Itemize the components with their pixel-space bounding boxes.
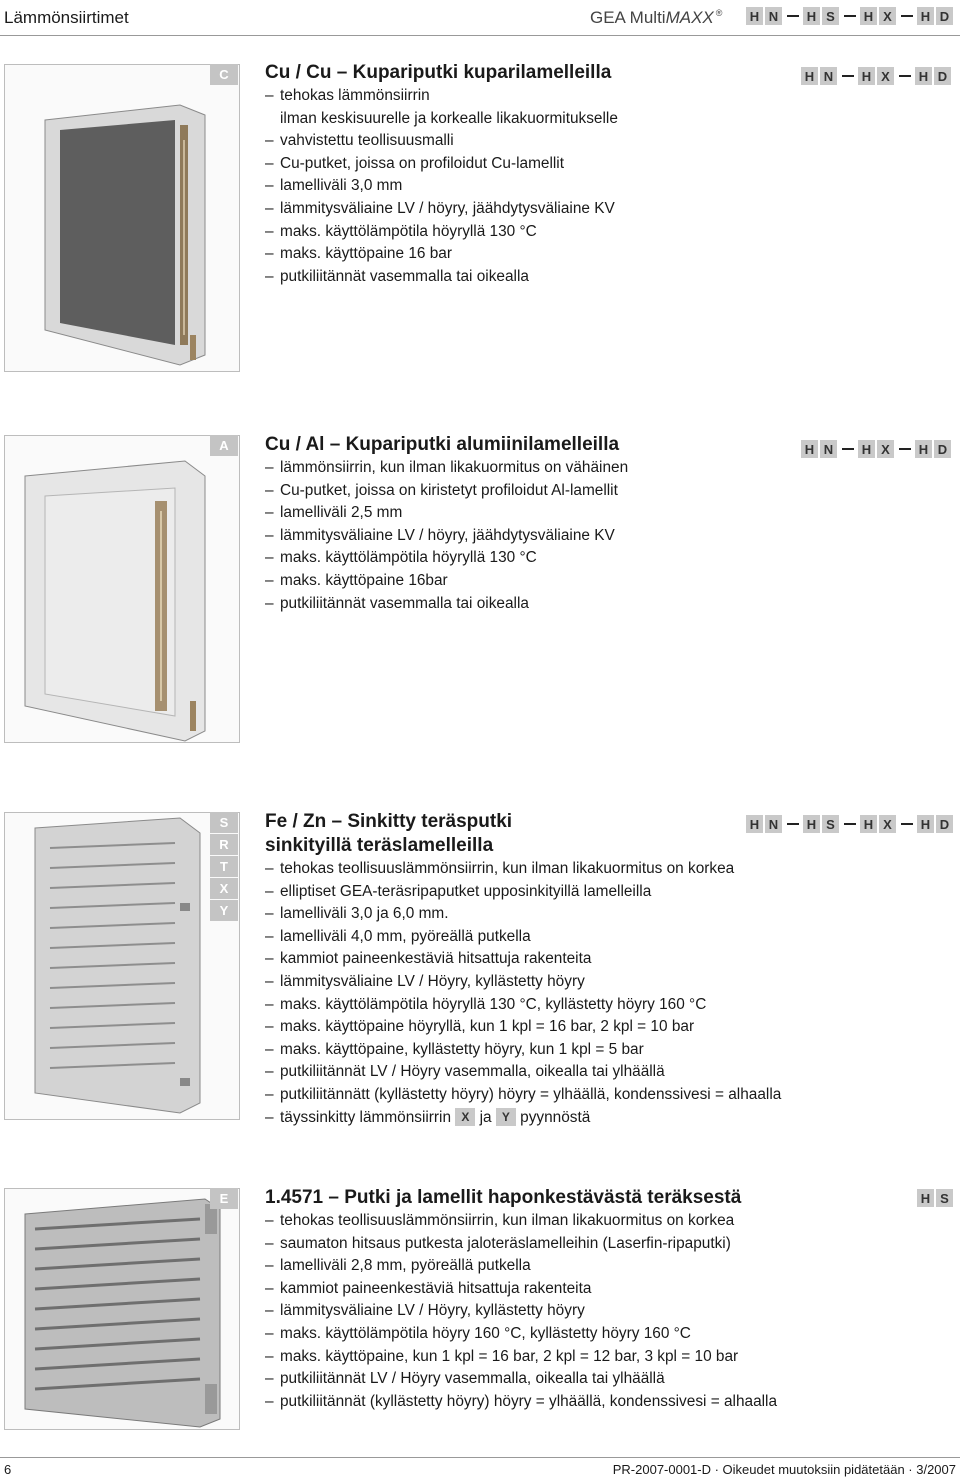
code-badge bbox=[803, 7, 841, 25]
type-letter-badge: E bbox=[210, 1188, 238, 1209]
code-letter: H bbox=[915, 67, 932, 85]
header-divider bbox=[0, 35, 960, 36]
code-badge bbox=[746, 7, 784, 25]
type-letter-badge: T bbox=[210, 856, 238, 877]
type-badge-y: Y bbox=[496, 1108, 516, 1126]
type-badge-x: X bbox=[455, 1108, 475, 1126]
type-letter-badge: X bbox=[210, 878, 238, 899]
code-letter: D bbox=[934, 440, 951, 458]
code-letter: S bbox=[822, 815, 839, 833]
code-letter: N bbox=[765, 815, 782, 833]
section-subtitle: sinkityillä teräslamelleilla bbox=[265, 835, 494, 856]
product-image-cu-al bbox=[4, 435, 240, 743]
spec-item: – lamelliväli 3,0 ja 6,0 mm. bbox=[265, 903, 955, 926]
type-letter-badge: R bbox=[210, 834, 238, 855]
spec-item: – lamelliväli 4,0 mm, pyöreällä putkella bbox=[265, 926, 955, 949]
code-letter: H bbox=[915, 440, 932, 458]
code-letter: D bbox=[936, 815, 953, 833]
spec-item: – lämmitysväliaine LV / höyry, jäähdytysväliaine KV bbox=[265, 198, 955, 221]
spec-list bbox=[265, 85, 955, 288]
code-letter: N bbox=[820, 67, 837, 85]
type-letter-badge: C bbox=[210, 64, 238, 85]
spec-item: – lamelliväli 2,5 mm bbox=[265, 502, 955, 525]
type-letters bbox=[210, 1188, 238, 1209]
type-letters bbox=[210, 64, 238, 85]
spec-item: – vahvistettu teollisuusmalli bbox=[265, 130, 955, 153]
code-letter: D bbox=[936, 7, 953, 25]
section-title: Cu / Cu – Kupariputki kuparilamelleilla bbox=[265, 62, 612, 83]
spec-item: – lämmönsiirrin, kun ilman likakuormitus on vähäinen bbox=[265, 457, 955, 480]
type-letter-badge: Y bbox=[210, 900, 238, 921]
spec-item: – maks. käyttöpaine 16bar bbox=[265, 570, 955, 593]
section-cu-al bbox=[265, 433, 955, 615]
code-letter: X bbox=[879, 815, 896, 833]
code-letter: S bbox=[822, 7, 839, 25]
product-image-fe-zn bbox=[4, 812, 240, 1120]
spec-item: – elliptiset GEA-teräsripaputket upposinkityillä lamelleilla bbox=[265, 881, 955, 904]
spec-item: – tehokas lämmönsiirrin bbox=[265, 85, 955, 108]
spec-item: – lamelliväli 3,0 mm bbox=[265, 175, 955, 198]
code-separator bbox=[787, 15, 799, 17]
spec-item: – maks. käyttölämpötila höyry 160 °C, kyllästetty höyry 160 °C bbox=[265, 1323, 955, 1346]
code-letter: X bbox=[877, 67, 894, 85]
spec-item: – putkiliitännät (kyllästetty höyry) höyry = ylhäällä, kondenssivesi = alhaalla bbox=[265, 1391, 955, 1414]
spec-item: – putkiliitännät LV / Höyry vasemmalla, oikealla tai ylhäällä bbox=[265, 1368, 955, 1391]
section-stainless bbox=[265, 1186, 955, 1413]
spec-item: – lämmitysväliaine LV / höyry, jäähdytysväliaine KV bbox=[265, 525, 955, 548]
page-number: 6 bbox=[4, 1462, 12, 1477]
spec-item: – maks. käyttöpaine 16 bar bbox=[265, 243, 955, 266]
code-badge bbox=[860, 7, 898, 25]
spec-item: ilman keskisuurelle ja korkealle likakuormitukselle bbox=[280, 109, 618, 127]
spec-item: – saumaton hitsaus putkesta jaloteräslamelleihin (Laserfin-ripaputki) bbox=[265, 1233, 955, 1256]
code-badge bbox=[917, 7, 955, 25]
section-fe-zn bbox=[265, 810, 955, 1129]
spec-item: – maks. käyttölämpötila höyryllä 130 °C, kyllästetty höyry 160 °C bbox=[265, 994, 955, 1017]
code-letter: H bbox=[858, 67, 875, 85]
document-reference: PR-2007-0001-D · Oikeudet muutoksiin pidätetään · 3/2007 bbox=[612, 1462, 956, 1477]
section-title: Fe / Zn – Sinkitty teräsputki bbox=[265, 811, 513, 832]
spec-item: – putkiliitännätt (kyllästetty höyry) höyry = ylhäällä, kondenssivesi = alhaalla bbox=[265, 1084, 955, 1107]
code-letter: D bbox=[934, 67, 951, 85]
spec-item: – putkiliitännät vasemmalla tai oikealla bbox=[265, 266, 955, 289]
spec-item: – maks. käyttöpaine höyryllä, kun 1 kpl = 16 bar, 2 kpl = 10 bar bbox=[265, 1016, 955, 1039]
code-separator bbox=[844, 15, 856, 17]
product-image-cu-cu bbox=[4, 64, 240, 372]
spec-item: – kammiot paineenkestäviä hitsattuja rakenteita bbox=[265, 948, 955, 971]
spec-list bbox=[265, 457, 955, 615]
spec-item: – tehokas teollisuuslämmönsiirrin, kun ilman likakuormitus on korkea bbox=[265, 1210, 955, 1233]
code-letter: H bbox=[860, 7, 877, 25]
code-letter: H bbox=[860, 815, 877, 833]
code-letter: H bbox=[801, 67, 818, 85]
code-letter: N bbox=[765, 7, 782, 25]
code-letter: H bbox=[917, 1189, 934, 1207]
spec-item: – maks. käyttöpaine, kyllästetty höyry, kun 1 kpl = 5 bar bbox=[265, 1039, 955, 1062]
spec-item: – täyssinkitty lämmönsiirrin X ja Y pyynnöstä bbox=[265, 1107, 955, 1130]
spec-item: – maks. käyttölämpötila höyryllä 130 °C bbox=[265, 221, 955, 244]
section-cu-cu bbox=[265, 61, 955, 288]
spec-item: – putkiliitännät LV / Höyry vasemmalla, oikealla tai ylhäällä bbox=[265, 1061, 955, 1084]
code-letter: H bbox=[917, 7, 934, 25]
code-letter: S bbox=[936, 1189, 953, 1207]
spec-item: – putkiliitännät vasemmalla tai oikealla bbox=[265, 593, 955, 616]
spec-item: – Cu-putket, joissa on profiloidut Cu-lamellit bbox=[265, 153, 955, 176]
product-image-stainless bbox=[4, 1188, 240, 1430]
type-letter-badge: A bbox=[210, 435, 238, 456]
spec-item: – lämmitysväliaine LV / Höyry, kyllästetty höyry bbox=[265, 1300, 955, 1323]
code-letter: X bbox=[877, 440, 894, 458]
spec-item: – lamelliväli 2,8 mm, pyöreällä putkella bbox=[265, 1255, 955, 1278]
code-letter: X bbox=[879, 7, 896, 25]
spec-item: – Cu-putket, joissa on kiristetyt profiloidut Al-lamellit bbox=[265, 480, 955, 503]
spec-list bbox=[265, 1210, 955, 1413]
code-letter: H bbox=[917, 815, 934, 833]
code-letter: H bbox=[858, 440, 875, 458]
spec-item: – tehokas teollisuuslämmönsiirrin, kun ilman likakuormitus on korkea bbox=[265, 858, 955, 881]
spec-list bbox=[265, 858, 955, 1129]
code-letter: H bbox=[803, 815, 820, 833]
code-letter: H bbox=[801, 440, 818, 458]
code-letter: H bbox=[803, 7, 820, 25]
page-header-title: Lämmönsiirtimet bbox=[4, 8, 129, 27]
code-separator bbox=[901, 15, 913, 17]
spec-item: – kammiot paineenkestäviä hitsattuja rakenteita bbox=[265, 1278, 955, 1301]
header-code-row bbox=[746, 7, 955, 25]
code-letter: H bbox=[746, 7, 763, 25]
code-letter: N bbox=[820, 440, 837, 458]
section-title: Cu / Al – Kupariputki alumiinilamelleilla bbox=[265, 434, 620, 455]
section-title: 1.4571 – Putki ja lamellit haponkestävästä teräksestä bbox=[265, 1187, 742, 1208]
footer-divider bbox=[0, 1457, 960, 1458]
spec-item: – maks. käyttöpaine, kun 1 kpl = 16 bar, 2 kpl = 12 bar, 3 kpl = 10 bar bbox=[265, 1346, 955, 1369]
type-letters bbox=[210, 812, 238, 921]
code-letter: H bbox=[746, 815, 763, 833]
brand-name: GEA MultiMAXX ® bbox=[590, 8, 723, 27]
type-letters bbox=[210, 435, 238, 456]
spec-item: – lämmitysväliaine LV / Höyry, kyllästetty höyry bbox=[265, 971, 955, 994]
type-letter-badge: S bbox=[210, 812, 238, 833]
spec-item: – maks. käyttölämpötila höyryllä 130 °C bbox=[265, 547, 955, 570]
